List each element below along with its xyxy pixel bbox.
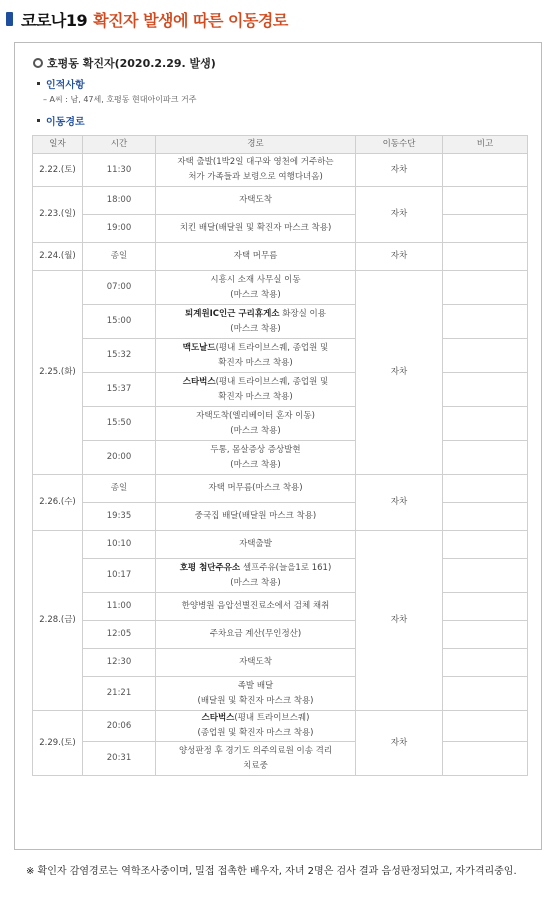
title-marker-icon <box>6 12 13 26</box>
table-header-row <box>33 136 528 154</box>
table-row <box>33 243 528 271</box>
cell-note <box>443 305 528 339</box>
cell-time: 종일 <box>83 243 156 271</box>
route-text: (마스크 착용) <box>230 289 281 300</box>
table-row <box>33 373 528 407</box>
cell-time: 21:21 <box>83 677 156 711</box>
cell-route <box>156 621 356 649</box>
route-line <box>159 599 352 614</box>
cell-note <box>443 154 528 187</box>
route-line <box>159 759 352 774</box>
route-text: (마스크 착용) <box>230 459 281 470</box>
table-row <box>33 215 528 243</box>
footnote: ※ 확인자 감염경로는 역학조사중이며, 밀접 접촉한 배우자, 자녀 2명은 검사 결과 음성판정되었고, 자가격리중임. <box>26 866 517 877</box>
route-table <box>32 135 528 776</box>
title-main: 확진자 발생에 따른 이동경로 <box>93 10 288 30</box>
cell-route <box>156 187 356 215</box>
cell-note <box>443 187 528 215</box>
route-text: 자택 출발(1박2일 대구와 영천에 거주하는 <box>177 157 334 167</box>
route-line <box>159 307 352 322</box>
route-line <box>159 509 352 524</box>
cell-time: 20:31 <box>83 742 156 776</box>
cell-route <box>156 339 356 373</box>
cell-route <box>156 559 356 593</box>
cell-note <box>443 531 528 559</box>
route-line <box>159 627 352 642</box>
route-text: 자택출발 <box>239 539 272 549</box>
cell-time: 12:05 <box>83 621 156 649</box>
cell-date: 2.22.(토) <box>33 154 83 187</box>
route-line <box>159 409 352 424</box>
route-text: 자택도착 <box>239 657 272 667</box>
table-row <box>33 711 528 742</box>
cell-date: 2.26.(수) <box>33 475 83 531</box>
route-place: 퇴계원IC인근 구리휴게소 <box>185 308 280 319</box>
square-bullet-icon <box>37 119 40 122</box>
cell-route <box>156 154 356 187</box>
route-text: (마스크 착용) <box>230 425 281 436</box>
cell-note <box>443 742 528 776</box>
profile-text: – A씨 : 남, 47세, 호평동 현대아이파크 거주 <box>43 95 197 104</box>
table-row <box>33 339 528 373</box>
route-line <box>159 744 352 759</box>
route-text: (배달원 및 확진자 마스크 착용) <box>197 695 314 706</box>
cell-note <box>443 475 528 503</box>
route-place: 맥도날드 <box>182 342 216 353</box>
route-place: 스타벅스 <box>201 713 235 723</box>
route-text: 한양병원 음압선별진료소에서 검체 채취 <box>181 601 330 611</box>
square-bullet-icon <box>37 82 40 85</box>
route-text: 시흥시 소재 사무실 이동 <box>210 274 301 285</box>
table-row <box>33 621 528 649</box>
route-text: 화장실 이용 <box>279 308 326 319</box>
cell-note <box>443 215 528 243</box>
cell-note <box>443 441 528 475</box>
route-place: 스타벅스 <box>182 376 216 387</box>
cell-route <box>156 531 356 559</box>
cell-time: 15:50 <box>83 407 156 441</box>
route-line <box>159 249 352 264</box>
cell-date: 2.23.(일) <box>33 187 83 243</box>
table-row <box>33 503 528 531</box>
route-line <box>159 170 352 185</box>
case-heading: 호평동 확진자(2020.2.29. 발생) <box>33 55 216 71</box>
route-label: 이동경로 <box>37 113 85 128</box>
route-text: (평내 트라이브스퀘, 종업원 및 <box>215 342 329 353</box>
cell-time: 11:00 <box>83 593 156 621</box>
route-line <box>159 726 352 741</box>
cell-note <box>443 243 528 271</box>
route-text: 셀프주유(늘을1로 161) <box>240 562 332 573</box>
route-line <box>159 322 352 337</box>
page-title <box>6 6 288 32</box>
table-row <box>33 742 528 776</box>
route-line <box>159 221 352 236</box>
cell-route <box>156 593 356 621</box>
table-row <box>33 441 528 475</box>
route-line <box>159 481 352 496</box>
header-date: 일자 <box>33 136 83 154</box>
route-line <box>159 193 352 208</box>
header-route: 경로 <box>156 136 356 154</box>
cell-time: 종일 <box>83 475 156 503</box>
route-text: 양성판정 후 경기도 의주의료원 이송 격리 <box>178 745 333 756</box>
route-text: 중국집 배달(배달원 마스크 착용) <box>194 511 317 521</box>
cell-transport: 자차 <box>356 475 443 531</box>
cell-route <box>156 373 356 407</box>
route-line <box>159 679 352 694</box>
table-row <box>33 649 528 677</box>
cell-note <box>443 271 528 305</box>
circle-bullet-icon <box>33 58 43 68</box>
table-row <box>33 593 528 621</box>
header-transport: 이동수단 <box>356 136 443 154</box>
title-prefix: 코로나19 <box>21 10 88 30</box>
route-line <box>159 694 352 709</box>
cell-route <box>156 475 356 503</box>
route-text: (마스크 착용) <box>230 323 281 334</box>
route-text: (평내 트라이브스퀘, 종업원 및 <box>215 376 329 387</box>
route-place: 호평 첨단주유소 <box>179 562 241 573</box>
cell-transport: 자차 <box>356 711 443 776</box>
cell-route <box>156 649 356 677</box>
route-line <box>159 288 352 303</box>
header-note: 비고 <box>443 136 528 154</box>
table-row <box>33 559 528 593</box>
cell-note <box>443 593 528 621</box>
table-row <box>33 475 528 503</box>
cell-date: 2.29.(토) <box>33 711 83 776</box>
cell-note <box>443 407 528 441</box>
route-line <box>159 576 352 591</box>
table-row <box>33 677 528 711</box>
cell-route <box>156 441 356 475</box>
route-text: 확진자 마스크 착용) <box>218 357 293 368</box>
route-text: 치료중 <box>243 760 268 771</box>
route-line <box>159 443 352 458</box>
cell-note <box>443 503 528 531</box>
route-line <box>159 273 352 288</box>
route-text: 자택 머무름 <box>233 251 278 261</box>
cell-route <box>156 711 356 742</box>
cell-route <box>156 243 356 271</box>
cell-time: 12:30 <box>83 649 156 677</box>
route-text: 두통, 몸살증상 증상발현 <box>210 444 301 455</box>
route-text: 자택 머무름(마스크 착용) <box>208 483 303 493</box>
cell-time: 10:10 <box>83 531 156 559</box>
table-row <box>33 531 528 559</box>
route-text: 처가 가족들과 보령으로 여행다녀옴) <box>188 172 323 182</box>
cell-time: 07:00 <box>83 271 156 305</box>
cell-route <box>156 503 356 531</box>
cell-time: 19:35 <box>83 503 156 531</box>
cell-date: 2.28.(금) <box>33 531 83 711</box>
route-line <box>159 537 352 552</box>
cell-transport: 자차 <box>356 271 443 475</box>
route-line <box>159 458 352 473</box>
cell-note <box>443 559 528 593</box>
route-text: (평내 트라이브스퀘) <box>234 713 310 723</box>
route-text: 확진자 마스크 착용) <box>218 391 293 402</box>
profile-label: 인적사항 <box>37 76 85 91</box>
cell-route <box>156 305 356 339</box>
cell-date: 2.25.(화) <box>33 271 83 475</box>
route-text: 치킨 배달(배달원 및 확진자 마스크 착용) <box>179 223 332 233</box>
cell-note <box>443 339 528 373</box>
cell-note <box>443 711 528 742</box>
table-row <box>33 271 528 305</box>
cell-time: 11:30 <box>83 154 156 187</box>
route-line <box>159 711 352 726</box>
route-text: 주차요금 계산(무인정산) <box>209 629 302 639</box>
route-line <box>159 561 352 576</box>
cell-route <box>156 407 356 441</box>
cell-time: 10:17 <box>83 559 156 593</box>
route-line <box>159 375 352 390</box>
cell-route <box>156 271 356 305</box>
table-row <box>33 187 528 215</box>
cell-note <box>443 649 528 677</box>
route-text: 족발 배달 <box>237 680 274 691</box>
table-row <box>33 407 528 441</box>
cell-transport: 자차 <box>356 531 443 711</box>
cell-time: 19:00 <box>83 215 156 243</box>
cell-route <box>156 677 356 711</box>
header-time: 시간 <box>83 136 156 154</box>
route-line <box>159 390 352 405</box>
route-text: (마스크 착용) <box>230 577 281 588</box>
table-row <box>33 154 528 187</box>
cell-time: 20:06 <box>83 711 156 742</box>
cell-note <box>443 677 528 711</box>
route-text: 자택도착(엘리베이터 혼자 이동) <box>196 410 315 421</box>
cell-date: 2.24.(월) <box>33 243 83 271</box>
cell-note <box>443 373 528 407</box>
cell-time: 15:32 <box>83 339 156 373</box>
route-line <box>159 655 352 670</box>
table-row <box>33 305 528 339</box>
cell-transport: 자차 <box>356 154 443 187</box>
route-line <box>159 356 352 371</box>
route-text: 자택도착 <box>239 195 272 205</box>
route-text: (종업원 및 확진자 마스크 착용) <box>197 728 314 738</box>
route-line <box>159 341 352 356</box>
cell-route <box>156 215 356 243</box>
cell-time: 15:00 <box>83 305 156 339</box>
cell-transport: 자차 <box>356 187 443 243</box>
cell-time: 20:00 <box>83 441 156 475</box>
cell-note <box>443 621 528 649</box>
cell-route <box>156 742 356 776</box>
route-line <box>159 155 352 170</box>
content-box <box>14 42 542 850</box>
cell-transport: 자차 <box>356 243 443 271</box>
cell-time: 18:00 <box>83 187 156 215</box>
route-line <box>159 424 352 439</box>
cell-time: 15:37 <box>83 373 156 407</box>
